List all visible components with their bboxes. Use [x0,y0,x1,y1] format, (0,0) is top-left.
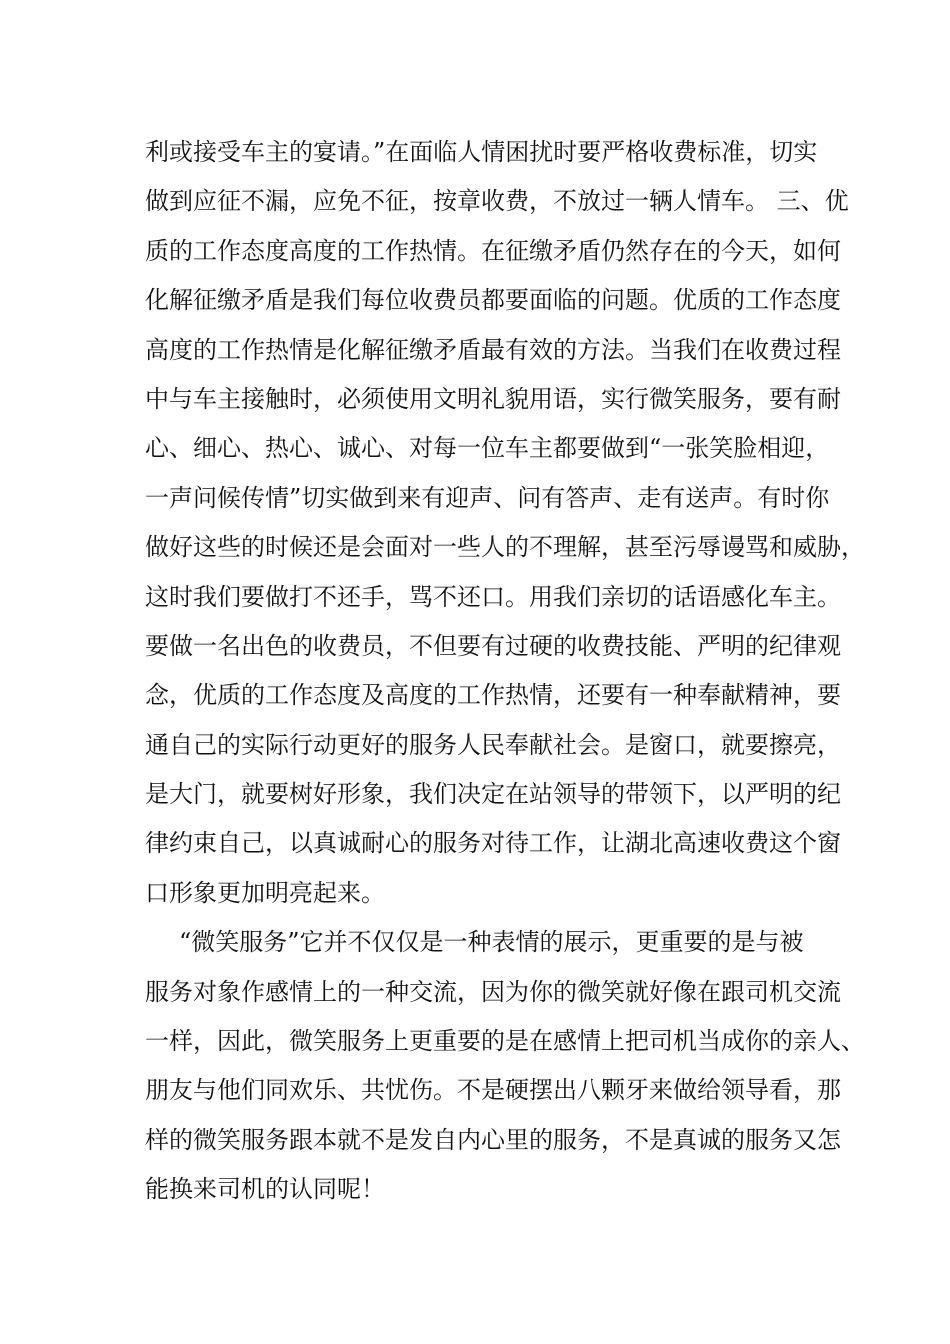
text-line: 一声问候传情”切实做到来有迎声、问有答声、走有送声。有时你 [145,483,830,512]
document-body [145,128,865,1215]
text-line: 服务对象作感情上的一种交流，因为你的微笑就好像在跟司机交流 [145,977,841,1006]
text-line: 化解征缴矛盾是我们每位收费员都要面临的问题。优质的工作态度 [145,286,841,315]
text-line: 是大门，就要树好形象，我们决定在站领导的带领下，以严明的纪 [145,780,841,809]
text-line: 质的工作态度高度的工作热情。在征缴矛盾仍然存在的今天，如何 [145,236,841,265]
text-line: 心、细心、热心、诚心、对每一位车主都要做到“一张笑脸相迎， [145,434,830,463]
text-line: 口形象更加明亮起来。 [145,878,385,907]
text-line: 做到应征不漏，应免不征，按章收费，不放过一辆人情车。 三、优 [145,187,849,216]
text-line: 中与车主接触时，必须使用文明礼貌用语，实行微笑服务，要有耐 [145,384,841,413]
text-line: 朋友与他们同欢乐、共忧伤。不是硬摆出八颗牙来做给领导看，那 [145,1076,841,1105]
text-line: 律约束自己，以真诚耐心的服务对待工作，让湖北高速收费这个窗 [145,829,841,858]
text-line: 利或接受车主的宴请。”在面临人情困扰时要严格收费标准，切实 [145,138,818,166]
text-line: 要做一名出色的收费员，不但要有过硬的收费技能、严明的纪律观 [145,631,841,660]
text-line: 通自己的实际行动更好的服务人民奉献社会。是窗口，就要擦亮， [145,730,841,759]
text-line: 做好这些的时候还是会面对一些人的不理解，甚至污辱谩骂和威胁， [145,533,865,562]
paragraph-start-line: “微笑服务”它并不仅仅是一种表情的展示，更重要的是与被 [179,928,804,957]
text-line: 样的微笑服务跟本就不是发自内心里的服务，不是真诚的服务又怎 [145,1125,841,1154]
text-line: 一样，因此，微笑服务上更重要的是在感情上把司机当成你的亲人、 [145,1027,865,1056]
text-line: 念，优质的工作态度及高度的工作热情，还要有一种奉献精神，要 [145,681,841,710]
text-line: 能换来司机的认同呢！ [145,1175,385,1204]
text-line: 高度的工作热情是化解征缴矛盾最有效的方法。当我们在收费过程 [145,335,841,364]
text-line: 这时我们要做打不还手，骂不还口。用我们亲切的话语感化车主。 [145,582,841,611]
